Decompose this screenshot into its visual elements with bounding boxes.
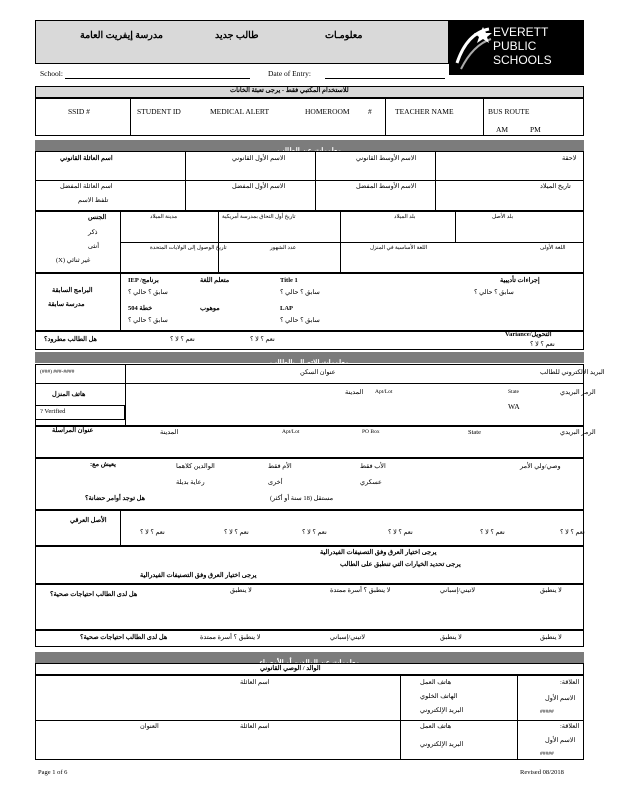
health-opt-2: لا ينطبق [440,634,462,641]
logo-text-2: PUBLIC [493,39,537,53]
p1-phone-cell: الهاتف الخلوي [420,693,458,700]
race-opt-5: هل لدى الطالب احتياجات صحية؟ [50,591,138,598]
gifted-label: موهوب [200,305,220,312]
gender-male: ذكر [88,229,98,236]
race-note-2: يرجى تحديد الخيارات التي تنطبق على الطالب [340,561,461,568]
zip-label: الرمز البريدي [560,389,596,396]
p1-name-last: اسم العائلة [240,679,270,686]
variance-yesno: نعم ؟ لا ؟ [530,341,555,348]
medical-alert-label: MEDICAL ALERT [210,107,270,116]
page-number: Page 1 of 6 [38,769,68,776]
custody-label: هل توجد أوامر حضانة؟ [85,495,146,502]
form-title-right: معلومـات [325,31,363,41]
race-opt-4: لا ينطبق [230,587,252,594]
birth-city: مدينة الميلاد [150,214,178,220]
iep-status: سابق ؟ حالي ؟ [128,289,168,296]
language-home: اللغة الأساسية في المنزل [370,245,428,251]
opt-father: الأب فقط [360,463,386,470]
school-line [65,78,250,79]
race-note-block [35,546,584,584]
mailing-zip: الرمز البريدي [560,429,596,436]
race-note-3: يرجى اختيار العرق وفق التصنيفات الفيدرالية [140,572,257,579]
p2-email: البريد الإلكتروني [420,741,464,748]
state-value: WA [508,402,520,411]
p1-relation: العلاقة: [560,679,580,686]
prev-programs: البرامج السابقة [52,287,93,294]
race-note: يرجى اختيار العرق وفق التصنيفات الفيدرالية [320,549,437,556]
date-entry-line [325,78,445,79]
p1-hash: ##### [540,709,554,715]
preferred-middle: الاسم الأوسط المفضل [356,183,417,190]
district-logo [449,20,584,75]
eth-yesno-4: نعم ؟ لا ؟ [388,529,413,536]
mailing-block [35,426,584,458]
expelled-yesno: نعم ؟ لا ؟ [170,336,195,343]
living-with: يعيش مع: [90,461,116,468]
section-parent-info: معلومات عن الوالدين أو الأوصياء [35,652,584,663]
legal-last-name: اسم العائلة القانوني [60,155,113,162]
discipline-label: إجراءات تأديبية [500,277,540,284]
preferred-last: اسم العائلة المفضل [60,183,113,190]
section-contact-info: معلومات الاتصال بالطالب [35,352,584,363]
mailing-city: المدينة [160,429,179,436]
mailing-state: State [468,429,481,436]
office-use-text: للاستخدام المكتبي فقط - يرجى تعبئة الخانات [230,87,349,94]
ell-label: متعلم اللغة [200,277,230,284]
health-opt-1: لا ينطبق [540,634,562,641]
birth-country: بلد الميلاد [394,214,416,220]
school-label: School: [40,69,63,78]
p1-phone-work: هاتف العمل [420,679,452,686]
teacher-label: TEACHER NAME [395,107,454,116]
p2-phone-work: هاتف العمل [420,723,452,730]
p1-email: البريد الإلكتروني [420,707,464,714]
health-opt-4: لا ينطبق ؟ أسرة ممتدة [200,634,261,641]
student-id-label: STUDENT ID [137,107,181,116]
logo-text-1: EVERETT [493,25,549,39]
language-first: اللغة الأولى [540,245,566,251]
p2-first: الاسم الأول [545,737,576,744]
prev-school: مدرسة سابقة [48,301,85,308]
parent-block [35,675,584,760]
am-label: AM [496,125,509,134]
homeroom-label: HOMEROOM [305,107,350,116]
gender-nonbinary: غير ثنائي (X) [56,257,91,264]
opt-other: أخرى [268,479,283,486]
eth-yesno-2: نعم ؟ لا ؟ [224,529,249,536]
p2-address: العنوان [140,723,159,730]
race-opt-1: لا ينطبق [540,587,562,594]
phone-format: (###) ###-#### [40,369,75,375]
mailing-label: عنوان المراسلة [52,427,94,434]
eth-yesno-3: نعم ؟ لا ؟ [302,529,327,536]
date-entry-label: Date of Entry: [268,69,311,78]
logo-text-3: SCHOOLS [493,53,552,67]
opt-self: مستقل (18 سنة أو أكثر) [270,495,334,502]
ethnicity-label: الأصل العرقي [70,517,107,524]
city-label: المدينة [345,389,364,396]
legal-first-name: الاسم الأول القانوني [232,155,286,162]
name-suffix: لاحقة [562,155,577,162]
pronunciation: تلفظ الاسم [78,197,109,204]
swoosh-icon [453,23,493,73]
variance-label: التحويل/Variance [505,331,552,338]
mailing-apt: Apt/Lot [282,429,300,435]
race-opt-3: لا ينطبق ؟ أسرة ممتدة [330,587,391,594]
lap-label: LAP [280,305,293,312]
date-us-school: تاريخ أول التحاق بمدرسة أمريكية [222,214,296,220]
health-opt-3: لاتيني/إسباني [330,634,366,641]
verified-label: ? Verified [40,408,66,415]
preferred-first: الاسم الأول المفضل [232,183,286,190]
title1-label: Title 1 [280,277,298,284]
expelled-label: هل الطالب مطرود؟ [44,336,97,343]
pm-label: PM [530,125,541,134]
bus-route-label: BUS ROUTE [488,107,530,116]
custody-yesno: نعم ؟ لا ؟ [250,336,275,343]
p2-relation: العلاقة: [560,723,580,730]
title1-status: سابق ؟ حالي ؟ [280,289,320,296]
opt-foster: رعاية بديلة [176,479,205,486]
parent-sub-label: الوالد / الوصي القانوني [260,665,321,672]
p2-name-last: اسم العائلة [240,723,270,730]
iep-label: IEP /برنامج [128,277,159,284]
apt-label: Apt/Lot [375,389,393,395]
expelled-row [35,331,584,350]
legal-middle-name: الاسم الأوسط القانوني [356,155,417,162]
opt-both-parents: الوالدين كلاهما [176,463,215,470]
gender-female: أنثى [88,243,99,250]
homeroom-hash: # [368,107,372,116]
health-label: هل لدى الطالب احتياجات صحية؟ [80,634,168,641]
plan504-status: سابق ؟ حالي ؟ [128,317,168,324]
gender-label: الجنس [88,214,107,221]
eth-yesno-5: نعم ؟ لا ؟ [480,529,505,536]
country-origin: بلد الأصل [492,214,514,220]
revised-date: Revised 08/2018 [520,769,564,776]
birthdate: تاريخ الميلاد [540,183,571,190]
p2-hash: ##### [540,751,554,757]
eth-yesno-1: نعم ؟ لا ؟ [140,529,165,536]
ssid-label: SSID # [68,107,90,116]
eth-yesno-6: نعم ؟ لا ؟ [560,529,585,536]
residence-address: عنوان السكن [300,369,336,376]
header-banner [35,20,449,64]
section-student-info: معلومات عن الطالب [35,140,584,151]
state-label: State [508,389,519,395]
lap-status: سابق ؟ حالي ؟ [280,317,320,324]
form-title-left: مدرسة إيفريت العامة [80,31,163,41]
form-title-mid: طالب جديد [215,31,259,41]
race-opt-2: لاتيني/إسباني [440,587,476,594]
email-label: البريد الإلكتروني للطالب [540,369,605,376]
ethnicity-block [35,510,584,546]
date-us: تاريخ الوصول إلى الولايات المتحدة [150,245,227,251]
plan504-label: خطة 504 [128,305,153,312]
opt-mother: الأم فقط [268,463,292,470]
p1-first: الاسم الأول [545,695,576,702]
home-phone: هاتف المنزل [52,391,86,398]
discipline-status: سابق ؟ حالي ؟ [474,289,514,296]
months: عدد الشهور [270,245,297,251]
opt-military: عسكري [360,479,382,486]
opt-guardian: وصي/ولي الأمر [520,463,561,470]
po-box: PO Box [362,429,380,435]
student-names-block [35,151,584,211]
